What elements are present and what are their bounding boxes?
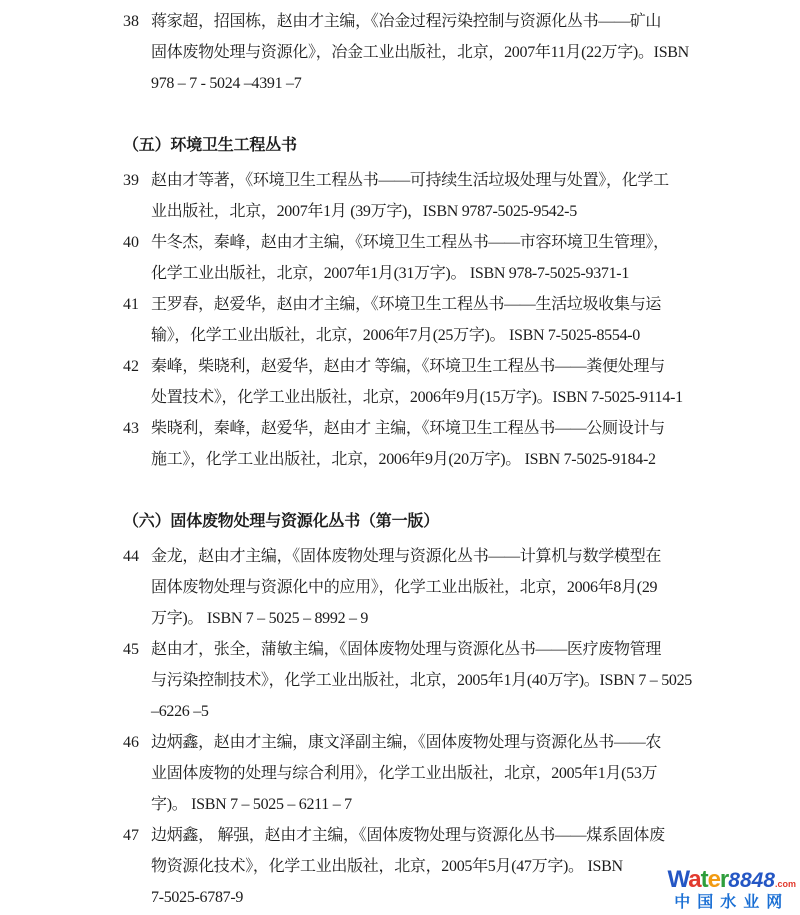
reference-item-42 xyxy=(123,351,790,413)
text-line: 输》，化学工业出版社，北京，2006年7月(25万字)。 ISBN 7-5025-8554-0 xyxy=(151,327,640,344)
item-number: 45 xyxy=(123,641,139,658)
text-line: 万字)。 ISBN 7 – 5025 – 8992 – 9 xyxy=(151,610,369,627)
item-number: 46 xyxy=(123,734,139,751)
text-line: 王罗春，赵爱华，赵由才主编，《环境卫生工程丛书——生活垃圾收集与运 xyxy=(151,296,662,313)
brand-letter: e xyxy=(707,866,720,893)
reference-item-46 xyxy=(123,727,790,820)
brand-number: 8848 xyxy=(728,869,775,892)
item-number: 47 xyxy=(123,827,139,844)
text-line: 施工》，化学工业出版社，北京，2006年9月(20万字)。 ISBN 7-5025-9184-2 xyxy=(151,451,656,468)
item-text xyxy=(151,351,790,413)
text-line: 边炳鑫，赵由才主编，康文泽副主编，《固体废物处理与资源化丛书——农 xyxy=(151,734,662,751)
reference-item-39 xyxy=(123,165,790,227)
text-line: 物资源化技术》，化学工业出版社，北京，2005年5月(47万字)。 ISBN xyxy=(151,858,623,875)
text-line: 处置技术》，化学工业出版社，北京，2006年9月(15万字)。ISBN 7-5025-9114-1 xyxy=(151,389,683,406)
text-line: 7-5025-6787-9 xyxy=(151,889,244,906)
item-text xyxy=(151,634,790,727)
brand-domain-suffix: .com xyxy=(774,879,796,889)
text-line: 固体废物处理与资源化中的应用》，化学工业出版社，北京，2006年8月(29 xyxy=(151,579,658,596)
text-line: 与污染控制技术》，化学工业出版社，北京，2005年1月(40万字)。ISBN 7 – 5025 xyxy=(151,672,693,689)
section-heading: （六）固体废物处理与资源化丛书（第一版） xyxy=(123,513,440,530)
item-text xyxy=(151,6,790,99)
reference-item-44 xyxy=(123,541,790,634)
text-line: 金龙，赵由才主编，《固体废物处理与资源化丛书——计算机与数学模型在 xyxy=(151,548,662,565)
item-number: 42 xyxy=(123,358,139,375)
reference-item-41 xyxy=(123,289,790,351)
text-line: –6226 –5 xyxy=(151,703,209,720)
brand-letter: t xyxy=(700,866,708,893)
text-line: 边炳鑫， 解强，赵由才主编，《固体废物处理与资源化丛书——煤系固体废 xyxy=(151,827,665,844)
item-number: 39 xyxy=(123,172,139,189)
item-text xyxy=(151,165,790,227)
item-number: 41 xyxy=(123,296,139,313)
text-line: 业固体废物的处理与综合利用》，化学工业出版社，北京，2005年1月(53万 xyxy=(151,765,658,782)
reference-item-43 xyxy=(123,413,790,475)
text-line: 赵由才，张全，蒲敏主编，《固体废物处理与资源化丛书——医疗废物管理 xyxy=(151,641,662,658)
brand-letter: W xyxy=(667,866,689,893)
reference-item-40 xyxy=(123,227,790,289)
item-text xyxy=(151,727,790,820)
text-line: 秦峰，柴晓利，赵爱华，赵由才 等编，《环境卫生工程丛书——粪便处理与 xyxy=(151,358,665,375)
item-number: 40 xyxy=(123,234,139,251)
item-number: 38 xyxy=(123,13,139,30)
item-text xyxy=(151,289,790,351)
text-line: 978 – 7 - 5024 –4391 –7 xyxy=(151,75,302,92)
reference-item-45 xyxy=(123,634,790,727)
text-line: 蒋家超，招国栋，赵由才主编，《冶金过程污染控制与资源化丛书——矿山 xyxy=(151,13,662,30)
item-number: 44 xyxy=(123,548,139,565)
watermark-logo xyxy=(663,867,798,911)
watermark-subtitle: 中国水业网 xyxy=(674,894,790,911)
text-line: 字)。 ISBN 7 – 5025 – 6211 – 7 xyxy=(151,796,352,813)
text-line: 赵由才等著，《环境卫生工程丛书——可持续生活垃圾处理与处置》，化学工 xyxy=(151,172,669,189)
item-number: 43 xyxy=(123,420,139,437)
item-text xyxy=(151,541,790,634)
text-line: 牛冬杰，秦峰，赵由才主编，《环境卫生工程丛书——市容环境卫生管理》， xyxy=(151,234,669,251)
item-text xyxy=(151,413,790,475)
item-text xyxy=(151,227,790,289)
reference-list xyxy=(0,6,800,913)
brand-letter: r xyxy=(719,866,729,893)
brand-letter: a xyxy=(688,866,701,893)
text-line: 业出版社，北京，2007年1月 (39万字)，ISBN 9787-5025-9542-5 xyxy=(151,203,577,220)
watermark-brand xyxy=(667,868,796,892)
brand-word-water xyxy=(667,866,729,893)
section-heading: （五）环境卫生工程丛书 xyxy=(123,137,297,154)
text-line: 固体废物处理与资源化》，冶金工业出版社，北京，2007年11月(22万字)。ISBN xyxy=(151,44,689,61)
text-line: 柴晓利，秦峰，赵爱华，赵由才 主编，《环境卫生工程丛书——公厕设计与 xyxy=(151,420,665,437)
text-line: 化学工业出版社，北京，2007年1月(31万字)。 ISBN 978-7-5025-9371-1 xyxy=(151,265,630,282)
reference-item-38 xyxy=(123,6,790,99)
